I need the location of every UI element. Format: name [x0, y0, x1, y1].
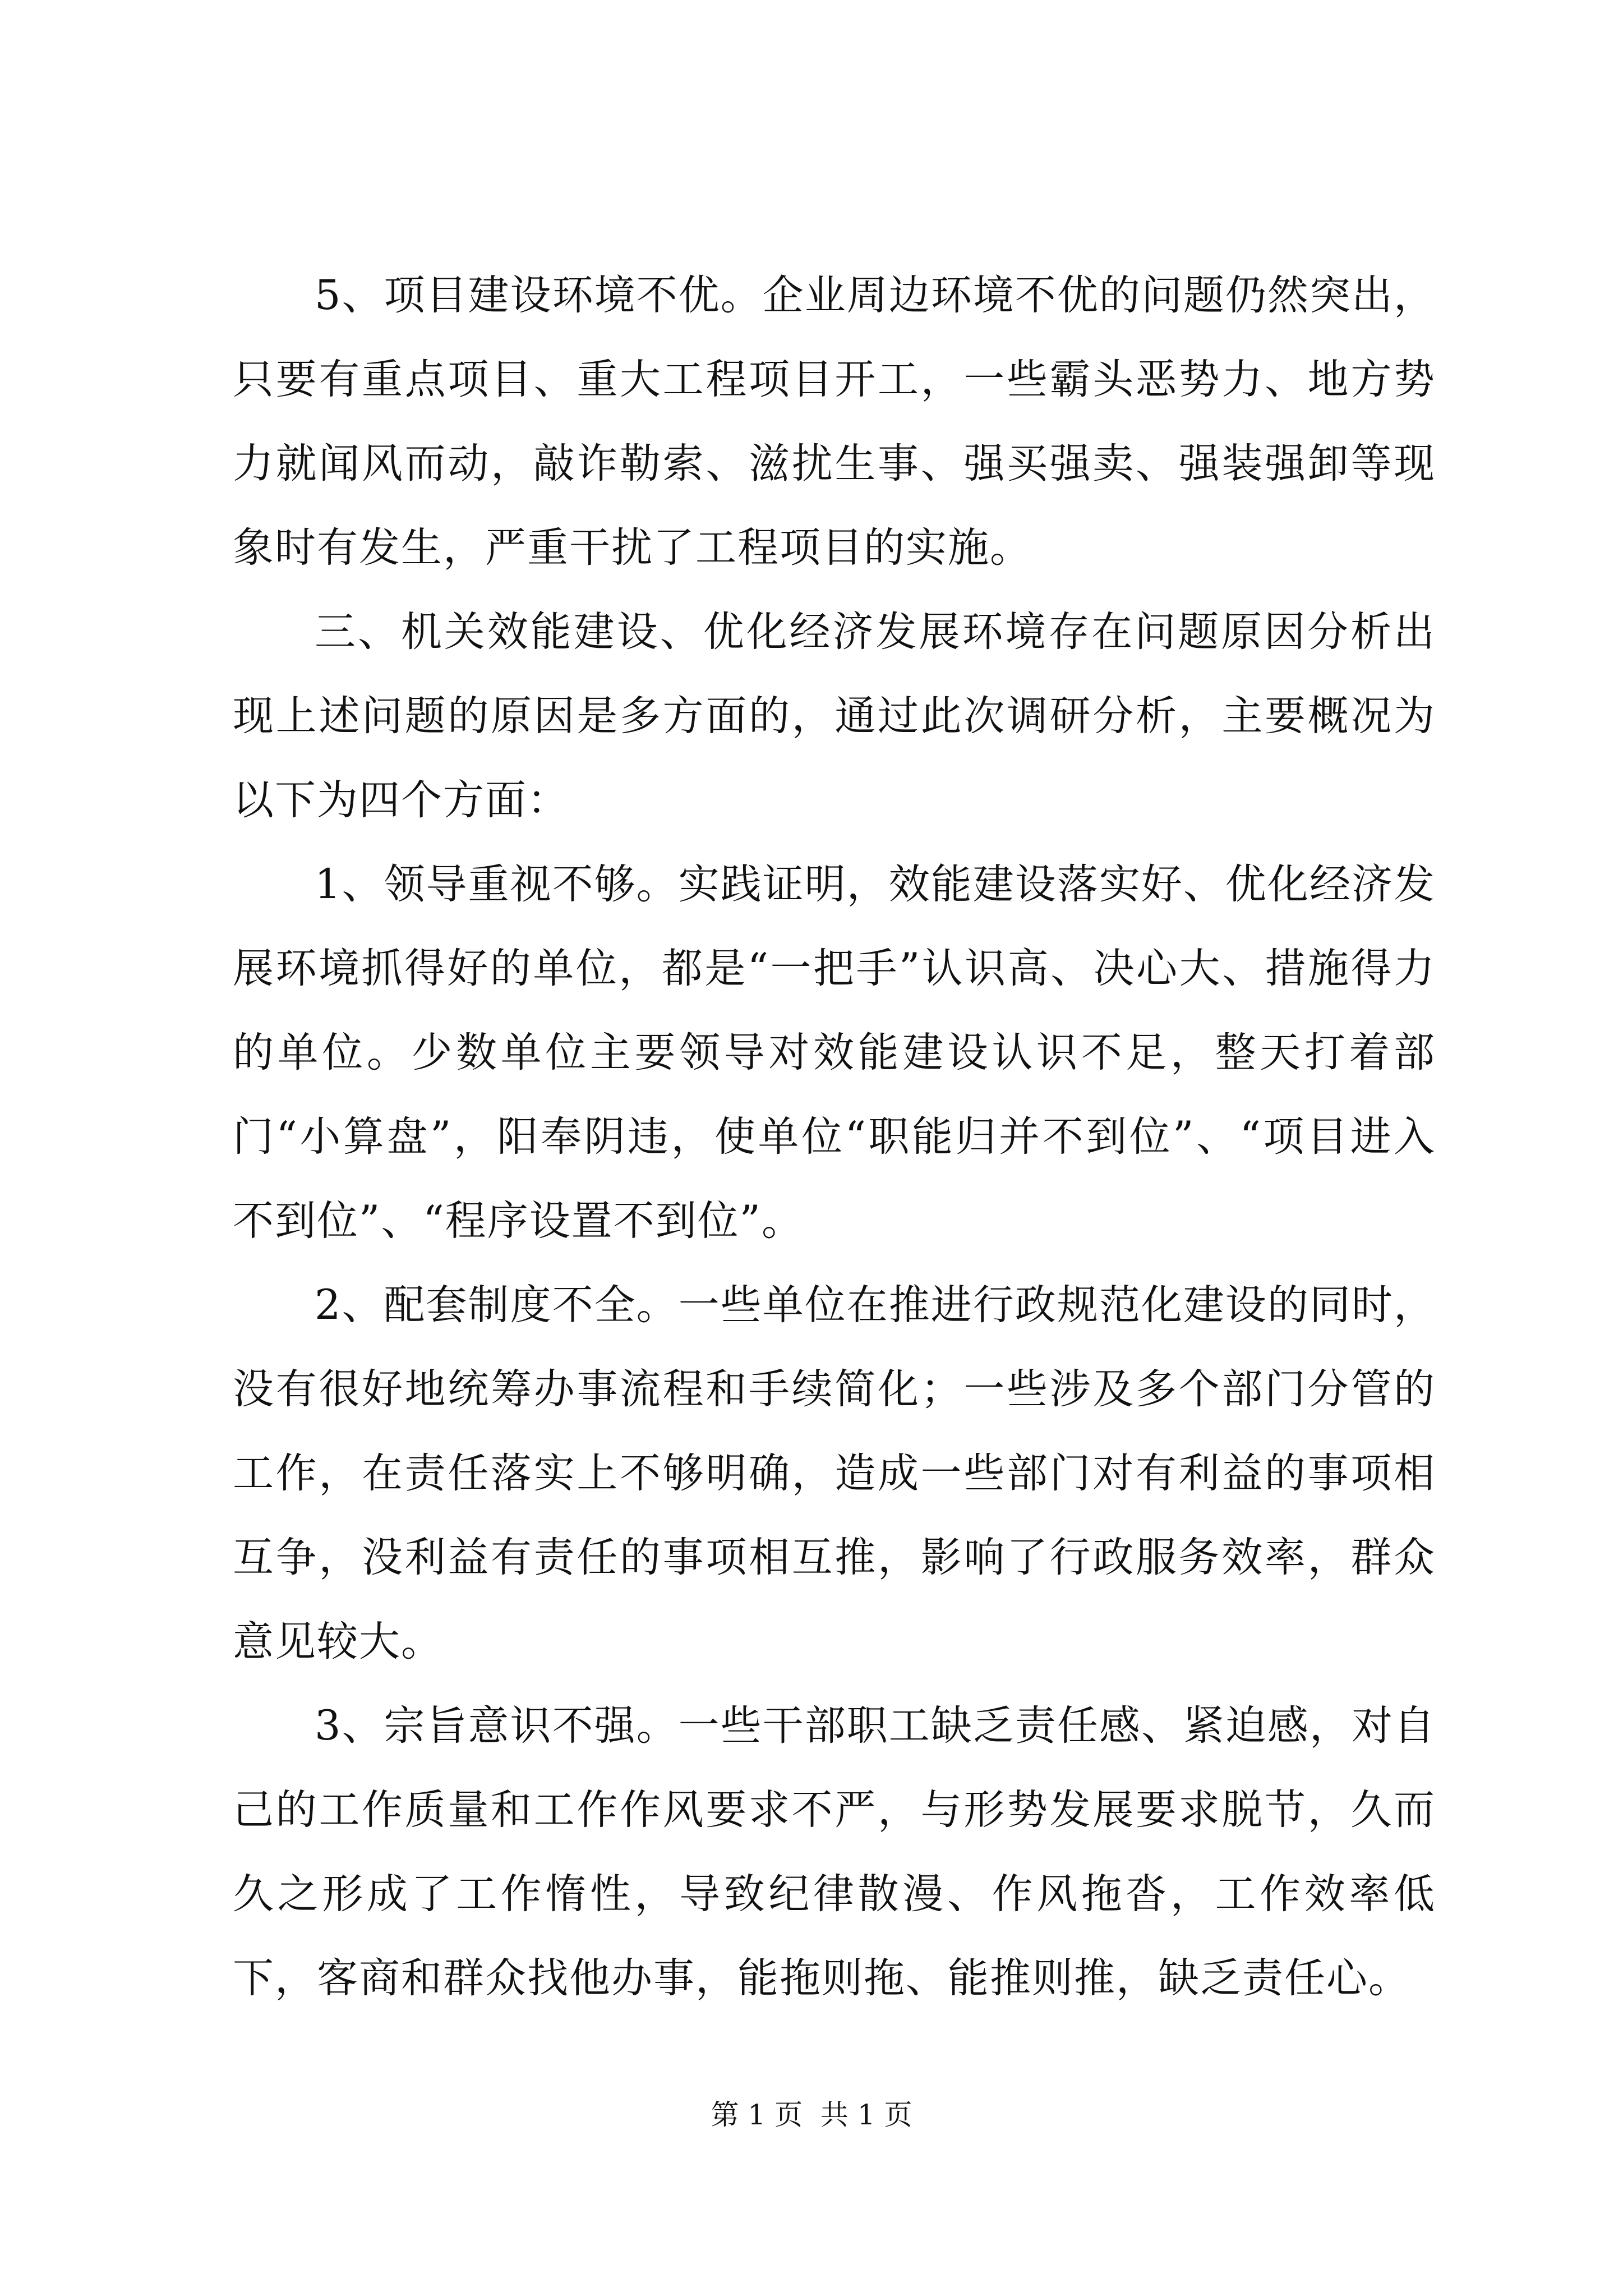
page-number-label: 第 1 页 共 1 页	[711, 2099, 912, 2131]
paragraph-item-1-leadership: 1、领导重视不够。实践证明，效能建设落实好、优化经济发展环境抓得好的单位，都是“一把手”认识高、决心大、措施得力的单位。少数单位主要领导对效能建设认识不足，整天打着部门“小算盘”，阳奉阴违，使单位“职能归并不到位”、“项目进入不到位”、“程序设置不到位”。	[233, 861, 1436, 1245]
page-footer	[0, 2095, 1623, 2134]
paragraph-section-three-cause-analysis: 三、机关效能建设、优化经济发展环境存在问题原因分析出现上述问题的原因是多方面的，通过此次调研分析，主要概况为以下为四个方面：	[233, 608, 1436, 824]
paragraph-item-2-supporting-systems: 2、配套制度不全。一些单位在推进行政规范化建设的同时，没有很好地统筹办事流程和手续简化；一些涉及多个部门分管的工作，在责任落实上不够明确，造成一些部门对有利益的事项相互争，没利益有责任的事项相互推，影响了行政服务效率，群众意见较大。	[233, 1281, 1436, 1665]
paragraph-item-3-service-awareness: 3、宗旨意识不强。一些干部职工缺乏责任感、紧迫感，对自己的工作质量和工作作风要求不严，与形势发展要求脱节，久而久之形成了工作惰性，导致纪律散漫、作风拖沓，工作效率低下，客商和群众找他办事，能拖则拖、能推则推，缺乏责任心。	[233, 1702, 1436, 2002]
document-body	[233, 254, 1436, 2021]
paragraph-item-5-project-environment: 5、项目建设环境不优。企业周边环境不优的问题仍然突出，只要有重点项目、重大工程项目开工，一些霸头恶势力、地方势力就闻风而动，敲诈勒索、滋扰生事、强买强卖、强装强卸等现象时有发生，严重干扰了工程项目的实施。	[233, 272, 1436, 572]
